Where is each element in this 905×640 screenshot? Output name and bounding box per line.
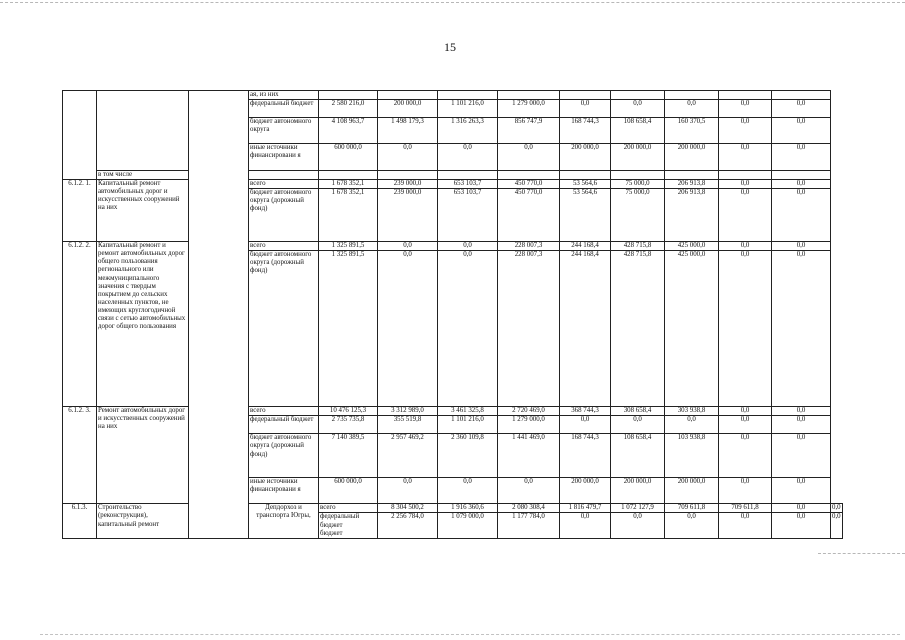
amount-cell: 428 715,8 — [611, 242, 665, 251]
scan-artifact-right — [818, 553, 905, 555]
amount-cell: 0,0 — [772, 251, 831, 407]
amount-cell: 1 279 000,0 — [498, 100, 560, 118]
item-name: Капитальный ремонт и ремонт автомобильных дорог общего пользования регионального или межмуниципального значения с твердым покрытием до сельских населенных пунктов, не имеющих круглогодичной связи с сетью автомобильных дорог общего пользования — [97, 242, 189, 407]
amount-cell: 0,0 — [772, 144, 831, 171]
item-name: Капитальный ремонт автомобильных дорог и искусственных сооружений на них — [97, 180, 189, 242]
amount-cell: 428 715,8 — [611, 251, 665, 407]
amount-cell — [772, 91, 831, 100]
amount-cell: 1 177 784,0 — [498, 513, 560, 538]
amount-cell: 75 000,0 — [611, 180, 665, 189]
amount-cell: 0,0 — [611, 416, 665, 434]
item-code: 6.1.2. 3. — [63, 407, 97, 504]
amount-cell: 303 938,8 — [665, 407, 719, 416]
amount-cell: 206 913,8 — [665, 180, 719, 189]
funding-source: всего — [319, 504, 378, 513]
funding-source: бюджет автономного округа (дорожный фонд) — [249, 434, 319, 478]
item-name: Строительство (реконструкция), капитальный ремонт — [97, 504, 189, 538]
amount-cell: 0,0 — [772, 118, 831, 144]
amount-cell: 8 304 500,2 — [378, 504, 438, 513]
amount-cell: 160 370,5 — [665, 118, 719, 144]
amount-cell: 0,0 — [831, 513, 843, 538]
amount-cell: 0,0 — [772, 180, 831, 189]
amount-cell: 1 498 179,3 — [378, 118, 438, 144]
amount-cell: 0,0 — [719, 407, 772, 416]
amount-cell: 856 747,9 — [498, 118, 560, 144]
amount-cell: 0,0 — [719, 180, 772, 189]
amount-cell: 0,0 — [719, 242, 772, 251]
amount-cell — [719, 91, 772, 100]
amount-cell: 653 103,7 — [438, 180, 498, 189]
amount-cell: 200 000,0 — [665, 144, 719, 171]
amount-cell: 2 256 784,0 — [378, 513, 438, 538]
amount-cell: 244 168,4 — [560, 242, 611, 251]
table-row — [63, 504, 843, 513]
amount-cell: 1 316 263,3 — [438, 118, 498, 144]
in-that-number-label: в том числе — [97, 171, 189, 180]
amount-cell — [319, 91, 378, 100]
amount-cell: 0,0 — [772, 504, 831, 513]
amount-cell: 0,0 — [665, 100, 719, 118]
amount-cell — [560, 171, 611, 180]
amount-cell: 103 938,8 — [665, 434, 719, 478]
amount-cell: 0,0 — [719, 434, 772, 478]
funding-source: иные источники финансировани я — [249, 478, 319, 504]
amount-cell: 10 476 125,3 — [319, 407, 378, 416]
amount-cell: 0,0 — [719, 100, 772, 118]
item-name: Ремонт автомобильных дорог и искусственных сооружений на них — [97, 407, 189, 504]
amount-cell: 2 735 735,8 — [319, 416, 378, 434]
amount-cell: 108 658,4 — [611, 434, 665, 478]
amount-cell: 0,0 — [378, 478, 438, 504]
amount-cell: 1 441 469,0 — [498, 434, 560, 478]
amount-cell — [719, 171, 772, 180]
amount-cell: 206 913,8 — [665, 189, 719, 242]
amount-cell: 244 168,4 — [560, 251, 611, 407]
responsible-executor: Депдорхоз и транспорта Югры, — [249, 504, 319, 538]
funding-source: всего — [249, 242, 319, 251]
funding-source: федеральный бюджет — [249, 100, 319, 118]
amount-cell: 0,0 — [772, 100, 831, 118]
amount-cell — [319, 171, 378, 180]
amount-cell: 0,0 — [719, 251, 772, 407]
amount-cell: 53 564,6 — [560, 180, 611, 189]
amount-cell: 0,0 — [832, 504, 841, 512]
amount-cell: 239 000,0 — [378, 180, 438, 189]
amount-cell: 0,0 — [378, 242, 438, 251]
amount-cell: 308 658,4 — [611, 407, 665, 416]
amount-cell: 1 072 127,9 — [611, 504, 665, 513]
amount-cell: 0,0 — [378, 144, 438, 171]
amount-cell — [611, 171, 665, 180]
funding-source: всего — [249, 407, 319, 416]
amount-cell: 653 103,7 — [438, 189, 498, 242]
amount-cell: 0,0 — [772, 478, 831, 504]
amount-cell: 0,0 — [378, 251, 438, 407]
amount-cell: 1 101 216,0 — [438, 416, 498, 434]
amount-cell: 2 720 469,0 — [498, 407, 560, 416]
amount-cell: 1 279 000,0 — [498, 416, 560, 434]
amount-cell: 7 140 389,5 — [319, 434, 378, 478]
amount-cell: 425 000,0 — [665, 251, 719, 407]
amount-cell — [665, 91, 719, 100]
item-code: 6.1.2. 2. — [63, 242, 97, 407]
amount-cell: 0,0 — [772, 513, 831, 538]
amount-cell — [378, 91, 438, 100]
funding-source: бюджет автономного округа (дорожный фонд) — [249, 189, 319, 242]
scan-artifact-bottom — [40, 634, 900, 637]
budget-table — [62, 90, 843, 539]
amount-cell: 0,0 — [438, 144, 498, 171]
amount-cell: 709 611,8 — [665, 504, 719, 513]
amount-cell: 450 770,0 — [498, 180, 560, 189]
item-code: 6.1.3. — [63, 504, 97, 538]
funding-source: ая, из них — [249, 91, 319, 100]
amount-cell: 1 916 360,6 — [438, 504, 498, 513]
amount-cell: 450 770,0 — [498, 189, 560, 242]
amount-cell — [611, 91, 665, 100]
amount-cell: 0,0 — [719, 189, 772, 242]
amount-cell — [498, 171, 560, 180]
amount-cell: 168 744,3 — [560, 434, 611, 478]
amount-cell: 2 957 469,2 — [378, 434, 438, 478]
amount-cell: 0,0 — [498, 144, 560, 171]
table-row — [63, 171, 843, 180]
amount-cell: 1 325 891,5 — [319, 251, 378, 407]
amount-cell: 1 101 216,0 — [438, 100, 498, 118]
amount-cell: 0,0 — [560, 100, 611, 118]
amount-cell: 355 519,8 — [378, 416, 438, 434]
amount-cell: 0,0 — [772, 434, 831, 478]
funding-source: федеральный бюджет бюджет — [319, 513, 378, 538]
amount-cell: 228 007,3 — [498, 251, 560, 407]
amount-cell: 0,0 — [438, 478, 498, 504]
amount-cell: 0,0 — [498, 478, 560, 504]
amount-cell: 2 080 308,4 — [498, 504, 560, 513]
amount-cell: 368 744,3 — [560, 407, 611, 416]
amount-cell: 0,0 — [611, 100, 665, 118]
table-row — [63, 407, 843, 416]
amount-cell: 200 000,0 — [611, 478, 665, 504]
amount-cell: 53 564,6 — [560, 189, 611, 242]
amount-cell: 108 658,4 — [611, 118, 665, 144]
amount-cell: 200 000,0 — [378, 100, 438, 118]
item-code: 6.1.2. 1. — [63, 180, 97, 242]
amount-cell: 200 000,0 — [560, 144, 611, 171]
amount-cell: 239 000,0 — [378, 189, 438, 242]
amount-cell: 1 325 891,5 — [319, 242, 378, 251]
amount-cell: 0,0 — [438, 242, 498, 251]
funding-source: федеральный бюджет — [249, 416, 319, 434]
amount-cell — [438, 91, 498, 100]
table-row — [63, 242, 843, 251]
amount-cell: 0,0 — [772, 407, 831, 416]
amount-cell: 0,0 — [665, 416, 719, 434]
amount-cell: 168 744,3 — [560, 118, 611, 144]
amount-cell: 0,0 — [719, 118, 772, 144]
amount-cell: 3 312 989,0 — [378, 407, 438, 416]
funding-source: иные источники финансировани я — [249, 144, 319, 171]
amount-cell: 0,0 — [611, 513, 665, 538]
amount-cell: 75 000,0 — [611, 189, 665, 242]
amount-cell — [560, 91, 611, 100]
amount-cell: 600 000,0 — [319, 478, 378, 504]
funding-source: бюджет автономного округа — [249, 118, 319, 144]
table-row — [63, 91, 843, 100]
amount-cell: 425 000,0 — [665, 242, 719, 251]
amount-cell — [438, 171, 498, 180]
amount-cell — [772, 171, 831, 180]
amount-cell: 200 000,0 — [665, 478, 719, 504]
amount-cell: 0,0 — [719, 513, 772, 538]
amount-cell: 1 816 479,7 — [560, 504, 611, 513]
amount-cell: 3 461 325,8 — [438, 407, 498, 416]
funding-source: бюджет автономного округа (дорожный фонд) — [249, 251, 319, 407]
funding-source-overflow: бюджет — [320, 529, 343, 537]
amount-cell: 200 000,0 — [560, 478, 611, 504]
amount-cell: 0,0 — [560, 416, 611, 434]
amount-cell: 228 007,3 — [498, 242, 560, 251]
amount-cell: 200 000,0 — [611, 144, 665, 171]
amount-cell — [498, 91, 560, 100]
page-number: 15 — [444, 40, 456, 54]
amount-cell: 2 580 216,0 — [319, 100, 378, 118]
amount-cell: 0,0 — [719, 416, 772, 434]
funding-source — [249, 171, 319, 180]
amount-cell — [665, 171, 719, 180]
amount-cell: 0,0 — [438, 251, 498, 407]
amount-cell: 0,0 — [719, 144, 772, 171]
amount-cell: 0,0 — [772, 242, 831, 251]
amount-cell: 0,0 — [665, 513, 719, 538]
amount-cell: 1 079 000,0 — [438, 513, 498, 538]
amount-cell — [378, 171, 438, 180]
amount-cell: 2 360 109,8 — [438, 434, 498, 478]
table-row — [63, 180, 843, 189]
amount-cell: 709 611,8 — [719, 504, 772, 513]
amount-cell: 0,0 — [719, 478, 772, 504]
amount-cell: 1 678 352,1 — [319, 180, 378, 189]
amount-cell: 0,0 — [772, 416, 831, 434]
amount-cell: 1 678 352,1 — [319, 189, 378, 242]
amount-cell: 600 000,0 — [319, 144, 378, 171]
amount-cell: 4 108 963,7 — [319, 118, 378, 144]
funding-source: всего — [249, 180, 319, 189]
amount-cell: 0,0 — [560, 513, 611, 538]
amount-cell: 0,0 — [772, 189, 831, 242]
scan-artifact-top — [0, 2, 905, 6]
